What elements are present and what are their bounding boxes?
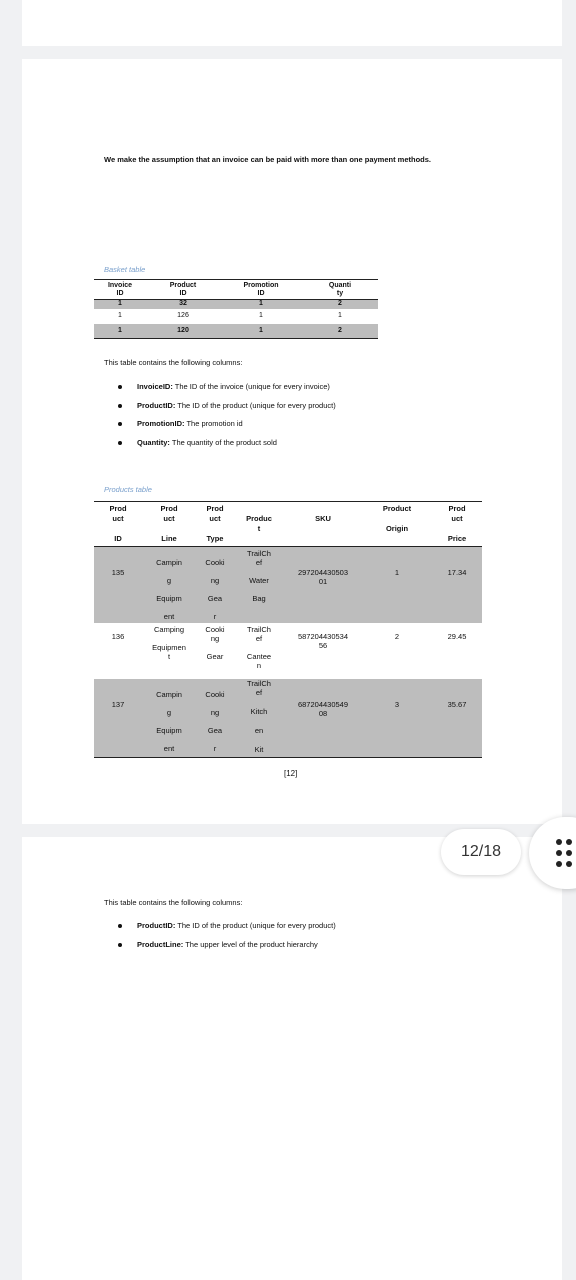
products-header: Produc t <box>234 502 284 547</box>
table-cell: 2 <box>302 324 378 339</box>
table-cell: 32 <box>146 300 220 309</box>
list-item: ProductID: The ID of the product (unique for every product) <box>118 401 336 411</box>
basket-table <box>94 279 378 339</box>
previous-page <box>22 0 562 46</box>
next-page <box>22 837 562 1280</box>
page-indicator: 12/18 <box>441 829 521 875</box>
table-row <box>94 679 482 758</box>
basket-header: Invoice ID <box>94 280 146 300</box>
products-header: Prod uct Line <box>142 502 196 547</box>
list-item: InvoiceID: The ID of the invoice (unique for every invoice) <box>118 382 336 392</box>
table-cell: TrailCh ef Kitch en Kit <box>234 679 284 758</box>
table-cell: 1 <box>94 324 146 339</box>
table-cell: 1 <box>220 300 302 309</box>
basket-header: Promotion ID <box>220 280 302 300</box>
intro-text: We make the assumption that an invoice can be paid with more than one payment methods. <box>104 155 432 164</box>
table-cell: 2 <box>394 631 400 641</box>
document-page <box>22 59 562 824</box>
products-caption: Products table <box>104 485 152 494</box>
table-cell: 135 <box>94 547 142 623</box>
table-row <box>94 324 378 339</box>
products-header: Prod uct Type <box>196 502 234 547</box>
list-item: ProductLine: The upper level of the product hierarchy <box>118 940 336 950</box>
table-cell: 587204430534 56 <box>297 631 349 650</box>
table-cell: 1 <box>118 312 122 319</box>
table-cell: 1 <box>362 547 432 623</box>
footnote: [12] <box>284 769 298 778</box>
basket-column-list <box>118 382 336 457</box>
list-item: ProductID: The ID of the product (unique for every product) <box>118 921 336 931</box>
next-column-list <box>118 921 336 958</box>
dots-grid-icon <box>556 839 576 867</box>
next-description: This table contains the following columns: <box>104 898 243 907</box>
table-cell: Camping Equipmen t <box>152 624 186 661</box>
table-cell: 136 <box>111 631 125 641</box>
basket-header: Quanti ty <box>302 280 378 300</box>
table-cell: 137 <box>94 679 142 758</box>
table-row <box>94 623 482 679</box>
products-header: Product Origin <box>362 502 432 547</box>
table-cell: 126 <box>177 312 189 319</box>
table-cell: 1 <box>94 300 146 309</box>
basket-header-row <box>94 280 378 300</box>
table-cell: 687204430549 08 <box>284 679 362 758</box>
basket-caption: Basket table <box>104 265 146 274</box>
table-row <box>94 309 378 324</box>
basket-description: This table contains the following columns: <box>104 358 243 367</box>
products-header: Prod uct Price <box>432 502 482 547</box>
table-cell: 1 <box>338 312 342 319</box>
table-cell: Cooki ng Gea r <box>196 679 234 758</box>
table-cell: 35.67 <box>432 679 482 758</box>
products-header: SKU <box>284 502 362 547</box>
table-cell: Cooki ng Gear <box>205 624 225 661</box>
list-item: PromotionID: The promotion id <box>118 419 336 429</box>
products-header-row <box>94 502 482 547</box>
table-cell: Campin g Equipm ent <box>142 679 196 758</box>
products-table <box>94 501 482 758</box>
table-cell: 2 <box>302 300 378 309</box>
table-cell: 297204430503 01 <box>284 547 362 623</box>
list-item: Quantity: The quantity of the product sold <box>118 438 336 448</box>
table-row <box>94 547 482 623</box>
table-cell: 3 <box>362 679 432 758</box>
table-row <box>94 300 378 309</box>
basket-header: Product ID <box>146 280 220 300</box>
table-cell: Cooki ng Gea r <box>196 547 234 623</box>
table-cell: TrailCh ef Cantee n <box>246 624 272 670</box>
products-header: Prod uct ID <box>94 502 142 547</box>
table-cell: 120 <box>146 324 220 339</box>
table-cell: 29.45 <box>447 631 467 641</box>
table-cell: 1 <box>259 312 263 319</box>
table-cell: Campin g Equipm ent <box>142 547 196 623</box>
table-cell: 1 <box>220 324 302 339</box>
table-cell: 17.34 <box>432 547 482 623</box>
table-cell: TrailCh ef Water Bag <box>234 547 284 623</box>
